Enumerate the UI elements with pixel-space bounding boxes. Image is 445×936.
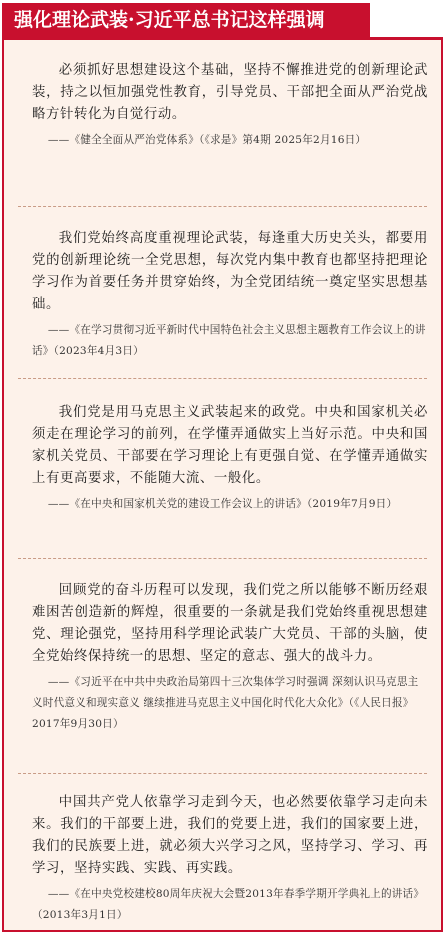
quote-block [32,60,428,151]
quote-source: ——《在中央党校建校80周年庆祝大会暨2013年春季学期开学典礼上的讲话》（2013年3月1日） [32,888,425,921]
quote-text: 回顾党的奋斗历程可以发现，我们党之所以能够不断历经艰难困苦创造新的辉煌，很重要的一条就是我们党始终重视思想建党、理论强党，坚持用科学理论武装广大党员、干部的头脑，使全党始终保持统一的思想、坚定的意志、强大的战斗力。 [32,583,428,664]
quote-text: 必须抓好思想建设这个基础，坚持不懈推进党的创新理论武装，持之以恒加强党性教育，引导党员、干部把全面从严治党战略方针转化为自觉行动。 [32,63,428,122]
quote-divider [18,206,427,207]
quote-panel [2,40,443,932]
quote-divider [18,773,427,774]
page-title: 强化理论武装·习近平总书记这样强调 [2,3,370,37]
quote-divider [18,558,427,559]
quote-text: 我们党始终高度重视理论武装，每逢重大历史关头，都要用党的创新理论统一全党思想，每次党内集中教育也都坚持把理论学习作为首要任务并贯穿始终，为全党团结统一奠定坚实思想基础。 [32,231,428,312]
quote-source: ——《在学习贯彻习近平新时代中国特色社会主义思想主题教育工作会议上的讲话》（2023年4月3日） [32,324,426,357]
quote-block [32,402,428,515]
quote-text: 中国共产党人依靠学习走到今天，也必然要依靠学习走向未来。我们的干部要上进，我们的党要上进，我们的国家要上进，我们的民族要上进，就必须大兴学习之风，坚持学习、学习、再学习，坚持实践、实践、再实践。 [32,795,428,876]
quote-block [32,228,428,362]
quote-source: ——《健全全面从严治党体系》（《求是》第4期 2025年2月16日） [47,134,367,146]
quote-source: ——《在中央和国家机关党的建设工作会议上的讲话》（2019年7月9日） [47,498,398,510]
quote-block [32,580,428,735]
quote-divider [18,378,427,379]
quote-source: ——《习近平在中共中央政治局第四十三次集体学习时强调 深刻认识马克思主义时代意义和现实意义 继续推进马克思主义中国化时代化大众化》（《人民日报》2017年9月30日） [32,676,419,730]
quote-block [32,792,428,926]
quote-text: 我们党是用马克思主义武装起来的政党。中央和国家机关必须走在理论学习的前列，在学懂弄通做实上当好示范。中央和国家机关党员、干部要在学习理论上有更强自觉、在学懂弄通做实上有更高要求，不能随大流、一般化。 [32,405,428,486]
